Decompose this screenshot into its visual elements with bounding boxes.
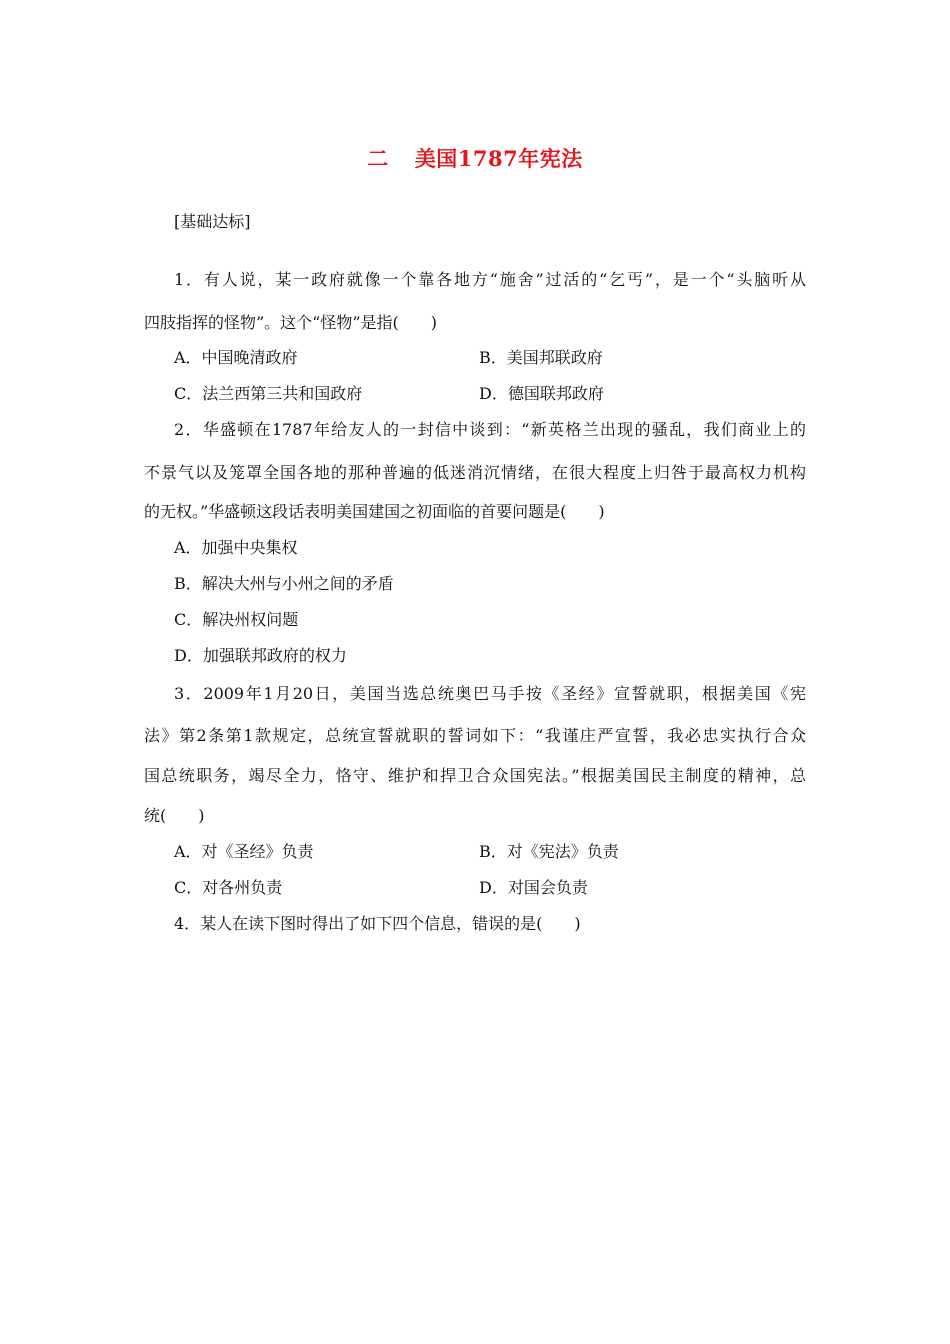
question-2-option-a: A．加强中央集权	[174, 538, 298, 557]
question-2-line-2: 不景气以及笼罩全国各地的那种普遍的低迷消沉情绪，在很大程度上归咎于最高权力机构	[144, 463, 806, 482]
question-2-line-1: 2．华盛顿在1787年给友人的一封信中谈到：“新英格兰出现的骚乱，我们商业上的	[174, 420, 806, 439]
question-1-option-a: A．中国晚清政府	[174, 348, 298, 367]
question-1-line-2: 四肢指挥的怪物”。这个“怪物”是指( )	[144, 313, 438, 332]
question-3-option-a: A．对《圣经》负责	[174, 842, 314, 861]
question-3-line-3: 国总统职务，竭尽全力，恪守、维护和捍卫合众国宪法。”根据美国民主制度的精神，总	[144, 766, 806, 785]
question-1-option-d: D．德国联邦政府	[479, 384, 604, 403]
page-title	[0, 143, 950, 173]
title-text: 美国1787年宪法	[414, 146, 583, 171]
question-1-option-c: C．法兰西第三共和国政府	[174, 384, 363, 403]
question-3-line-2: 法》第2条第1款规定，总统宣誓就职的誓词如下：“我谨庄严宣誓，我必忠实执行合众	[144, 726, 806, 745]
section-label: [基础达标]	[174, 212, 251, 231]
title-number: 二	[367, 146, 389, 171]
question-2-line-3: 的无权。”华盛顿这段话表明美国建国之初面临的首要问题是( )	[144, 502, 605, 521]
question-2-option-c: C．解决州权问题	[174, 610, 299, 629]
question-3-option-d: D．对国会负责	[479, 878, 588, 897]
question-3-line-4: 统( )	[144, 806, 205, 825]
question-2-option-b: B．解决大州与小州之间的矛盾	[174, 574, 394, 593]
question-1-option-b: B．美国邦联政府	[479, 348, 603, 367]
question-1-line-1: 1．有人说，某一政府就像一个靠各地方“施舍”过活的“乞丐”，是一个“头脑听从	[174, 270, 806, 289]
question-3-option-b: B．对《宪法》负责	[479, 842, 619, 861]
question-2-option-d: D．加强联邦政府的权力	[174, 646, 347, 665]
question-4-line-1: 4．某人在读下图时得出了如下四个信息，错误的是( )	[174, 914, 581, 933]
question-3-line-1: 3．2009年1月20日，美国当选总统奥巴马手按《圣经》宣誓就职，根据美国《宪	[174, 684, 806, 703]
question-3-option-c: C．对各州负责	[174, 878, 283, 897]
